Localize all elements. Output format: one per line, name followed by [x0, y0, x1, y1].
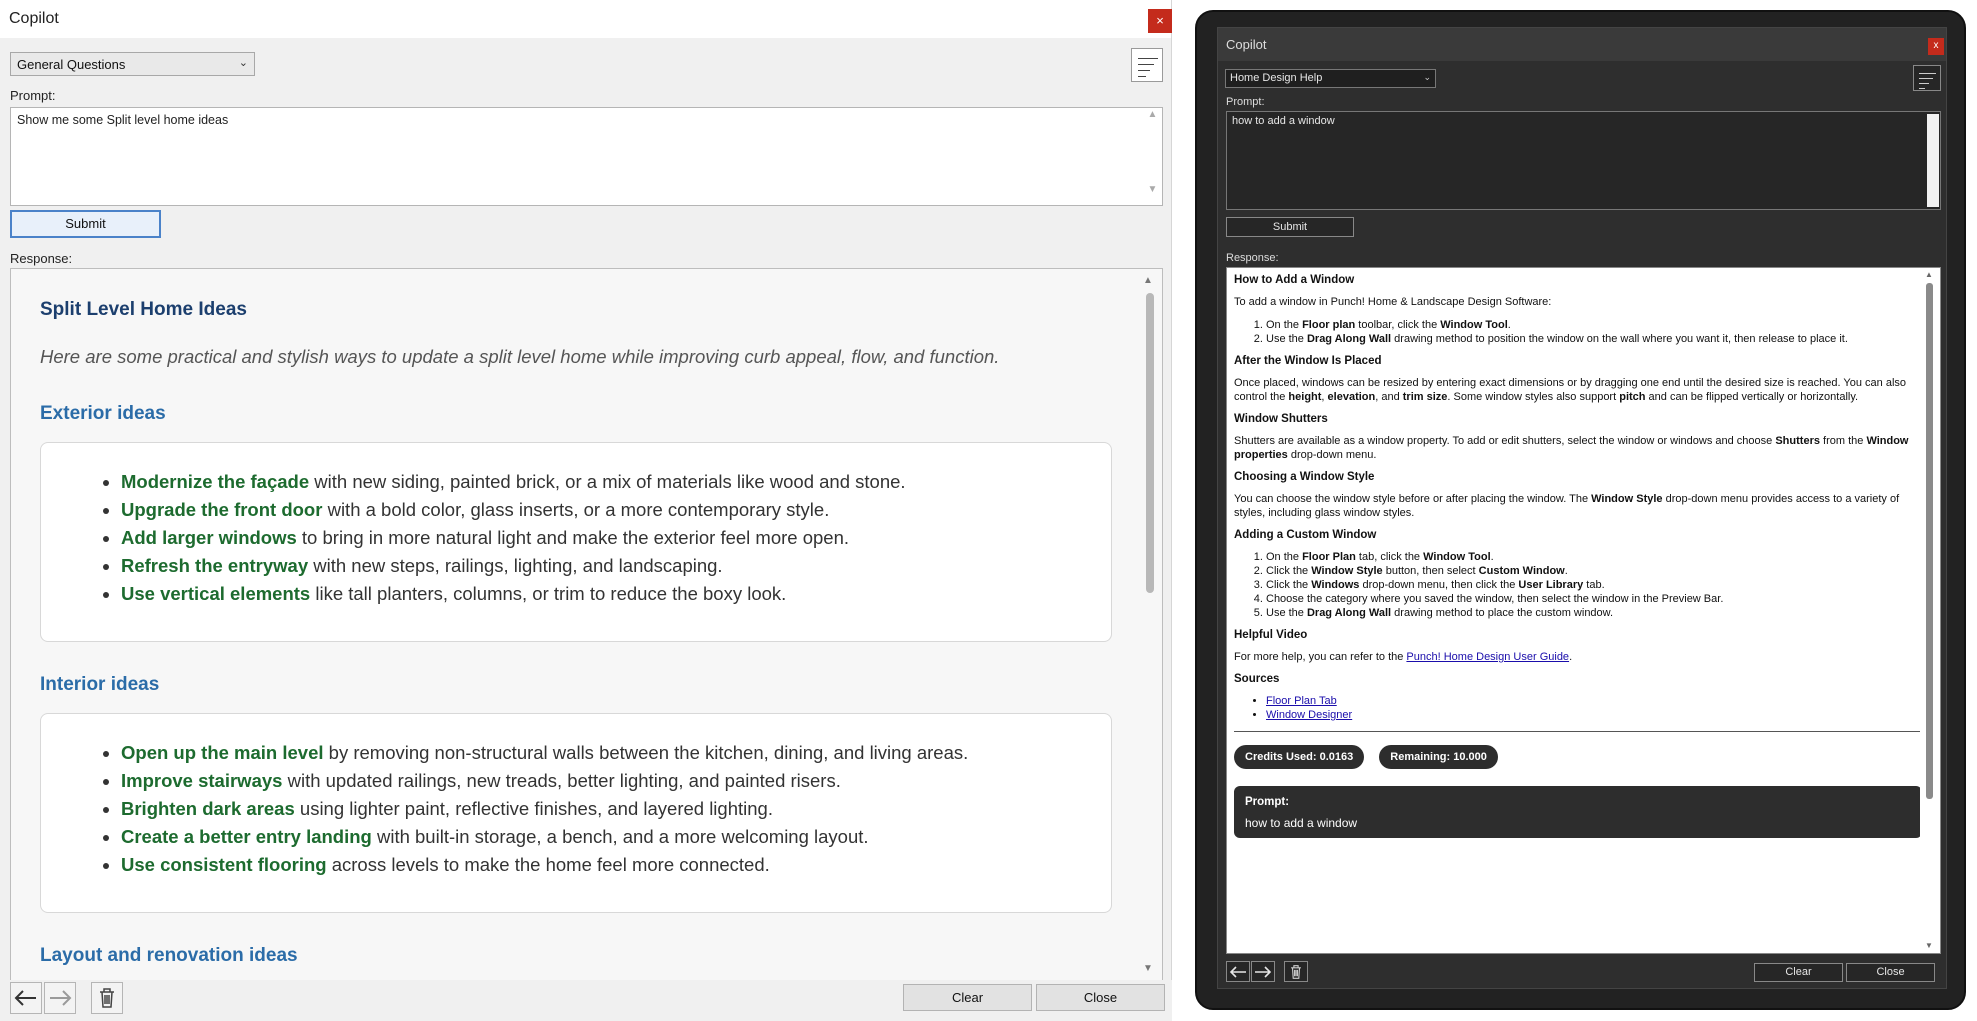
list-item: • Improve stairways with updated railings, new treads, better lighting, and painted risers. — [121, 767, 968, 795]
credits-used-badge: Credits Used: 0.0163 — [1234, 745, 1364, 769]
title-bar — [0, 0, 1171, 38]
list-item: • Add larger windows to bring in more natural light and make the exterior feel more open. — [121, 524, 906, 552]
scroll-up-icon[interactable]: ▲ — [1925, 270, 1933, 279]
prompt-value: Show me some Split level home ideas — [17, 113, 229, 127]
heading-helpful-video: Helpful Video — [1234, 629, 1308, 641]
credits-row — [1234, 745, 1922, 769]
sources-list — [1234, 694, 1922, 722]
prompt-label: Prompt: — [1226, 96, 1265, 108]
response-intro: Here are some practical and stylish ways to update a split level home while improving curb appeal, flow, and function. — [40, 346, 1000, 367]
trash-icon — [1289, 964, 1303, 980]
back-button[interactable] — [1226, 961, 1250, 982]
list-item — [1266, 694, 1922, 708]
paragraph: For more help, you can refer to the Punch! Home Design User Guide. — [1234, 651, 1573, 663]
list-item: 3. Click the Windows drop-down menu, then click the User Library tab. — [1266, 578, 1922, 592]
prompt-input[interactable] — [1226, 111, 1941, 210]
prompt-scrollbar[interactable]: ▲ ▼ — [1147, 109, 1158, 195]
user-guide-link[interactable]: Punch! Home Design User Guide — [1406, 651, 1570, 663]
heading-custom-window: Adding a Custom Window — [1234, 529, 1377, 541]
response-title: Split Level Home Ideas — [40, 299, 247, 320]
submit-button[interactable]: Submit — [10, 210, 161, 238]
prompt-label: Prompt: — [10, 88, 56, 103]
hamburger-icon — [1132, 49, 1162, 77]
arrow-right-icon — [1254, 965, 1272, 979]
heading-after-placed: After the Window Is Placed — [1234, 355, 1382, 367]
interior-ideas-card — [40, 713, 1112, 913]
source-link-window-designer[interactable]: Window Designer — [1266, 709, 1353, 721]
source-link-floor-plan[interactable]: Floor Plan Tab — [1266, 695, 1337, 707]
response-scrollbar[interactable] — [1920, 269, 1939, 952]
add-steps-list — [1234, 318, 1922, 346]
back-button[interactable] — [10, 982, 42, 1014]
arrow-left-icon — [1229, 965, 1247, 979]
submit-button[interactable]: Submit — [1226, 217, 1354, 237]
prompt-input[interactable] — [10, 107, 1163, 206]
mode-select[interactable] — [1225, 69, 1436, 88]
options-menu-button[interactable] — [1131, 48, 1163, 82]
window-title: Copilot — [9, 10, 59, 27]
list-item: • Open up the main level by removing non-structural walls between the kitchen, dining, and living areas. — [121, 739, 968, 767]
prompt-scrollbar[interactable] — [1927, 114, 1939, 207]
section-heading-interior: Interior ideas — [40, 674, 160, 695]
scroll-thumb[interactable] — [1146, 293, 1154, 593]
prompt-value: how to add a window — [1232, 115, 1335, 127]
chevron-down-icon: ⌄ — [238, 57, 248, 69]
close-button[interactable]: Close — [1846, 963, 1935, 982]
list-item: • Modernize the façade with new siding, painted brick, or a mix of materials like wood and stone. — [121, 468, 906, 496]
options-menu-button[interactable] — [1913, 65, 1941, 91]
list-item: • Create a better entry landing with built-in storage, a bench, and a more welcoming layout. — [121, 823, 968, 851]
scroll-up-icon[interactable]: ▲ — [1143, 275, 1153, 286]
scroll-down-icon[interactable]: ▼ — [1925, 941, 1933, 950]
forward-button[interactable] — [1251, 961, 1275, 982]
list-item: • Refresh the entryway with new steps, railings, lighting, and landscaping. — [121, 552, 906, 580]
title-bar — [1218, 28, 1946, 61]
list-item: • Use consistent flooring across levels to make the home feel more connected. — [121, 851, 968, 879]
prompt-echo-label: Prompt: — [1245, 796, 1290, 808]
list-item: • Brighten dark areas using lighter paint, reflective finishes, and layered lighting. — [121, 795, 968, 823]
clear-button[interactable]: Clear — [1754, 963, 1843, 982]
paragraph: Once placed, windows can be resized by entering exact dimensions or by dragging one end until the desired size is reached. You can also control the height, elevation, and trim size. Some window styles also support pitch and can be flipped vertically or horizontally. — [1234, 377, 1907, 403]
list-item — [1266, 708, 1922, 722]
paragraph: Shutters are available as a window property. To add or edit shutters, select the window or windows and choose Shutters from the Window properties drop-down menu. — [1234, 435, 1909, 461]
forward-button[interactable] — [44, 982, 76, 1014]
trash-icon — [97, 987, 117, 1009]
section-heading-exterior: Exterior ideas — [40, 403, 166, 424]
list-item: 5. Use the Drag Along Wall drawing method to place the custom window. — [1266, 606, 1922, 620]
exterior-ideas-card — [40, 442, 1112, 642]
heading-shutters: Window Shutters — [1234, 413, 1328, 425]
mode-select-value: Home Design Help — [1230, 72, 1323, 84]
response-panel — [1226, 267, 1941, 954]
list-item: 2. Click the Window Style button, then select Custom Window. — [1266, 564, 1922, 578]
list-item: 1. On the Floor Plan tab, click the Window Tool. — [1266, 550, 1922, 564]
delete-button[interactable] — [91, 982, 123, 1014]
list-item: • Upgrade the front door with a bold color, glass inserts, or a more contemporary style. — [121, 496, 906, 524]
divider — [1234, 731, 1922, 732]
close-button[interactable]: Close — [1036, 984, 1165, 1011]
response-label: Response: — [10, 251, 73, 266]
list-item: • Use vertical elements like tall planters, columns, or trim to reduce the boxy look. — [121, 580, 906, 608]
heading-add-window: How to Add a Window — [1234, 274, 1355, 286]
delete-button[interactable] — [1284, 961, 1308, 982]
window-title: Copilot — [1226, 37, 1267, 52]
list-item: 2. Use the Drag Along Wall drawing method to position the window on the wall where you want it, then release to place it. — [1266, 332, 1922, 346]
mode-select[interactable] — [10, 52, 255, 76]
mode-select-value: General Questions — [17, 57, 126, 72]
chevron-down-icon: ⌄ — [1423, 72, 1431, 82]
paragraph: To add a window in Punch! Home & Landscape Design Software: — [1234, 296, 1552, 308]
arrow-left-icon — [14, 989, 38, 1007]
window-close-button[interactable]: × — [1148, 9, 1172, 33]
response-panel — [10, 268, 1163, 981]
section-heading-layout: Layout and renovation ideas — [40, 945, 298, 966]
paragraph: You can choose the window style before or after placing the window. The Window Style drop-down menu provides access to a variety of styles, including glass window styles. — [1234, 493, 1900, 519]
hamburger-icon — [1914, 66, 1940, 89]
copilot-window-dark — [1195, 10, 1966, 1010]
prompt-echo-value: how to add a window — [1245, 816, 1358, 830]
heading-sources: Sources — [1234, 673, 1280, 685]
heading-window-style: Choosing a Window Style — [1234, 471, 1375, 483]
custom-steps-list — [1234, 550, 1922, 620]
list-item: 1. On the Floor plan toolbar, click the Window Tool. — [1266, 318, 1922, 332]
dark-window-body — [1217, 27, 1947, 989]
prompt-echo-box — [1234, 786, 1922, 838]
remaining-badge: Remaining: 10.000 — [1379, 745, 1498, 769]
arrow-right-icon — [48, 989, 72, 1007]
window-close-button[interactable]: x — [1928, 38, 1944, 55]
clear-button[interactable]: Clear — [903, 984, 1032, 1011]
response-scrollbar[interactable] — [1141, 273, 1158, 976]
scroll-thumb[interactable] — [1926, 283, 1933, 799]
list-item: 4. Choose the category where you saved the window, then select the window in the Preview Bar. — [1266, 592, 1922, 606]
response-label: Response: — [1226, 252, 1279, 264]
scroll-down-icon[interactable]: ▼ — [1143, 963, 1153, 974]
